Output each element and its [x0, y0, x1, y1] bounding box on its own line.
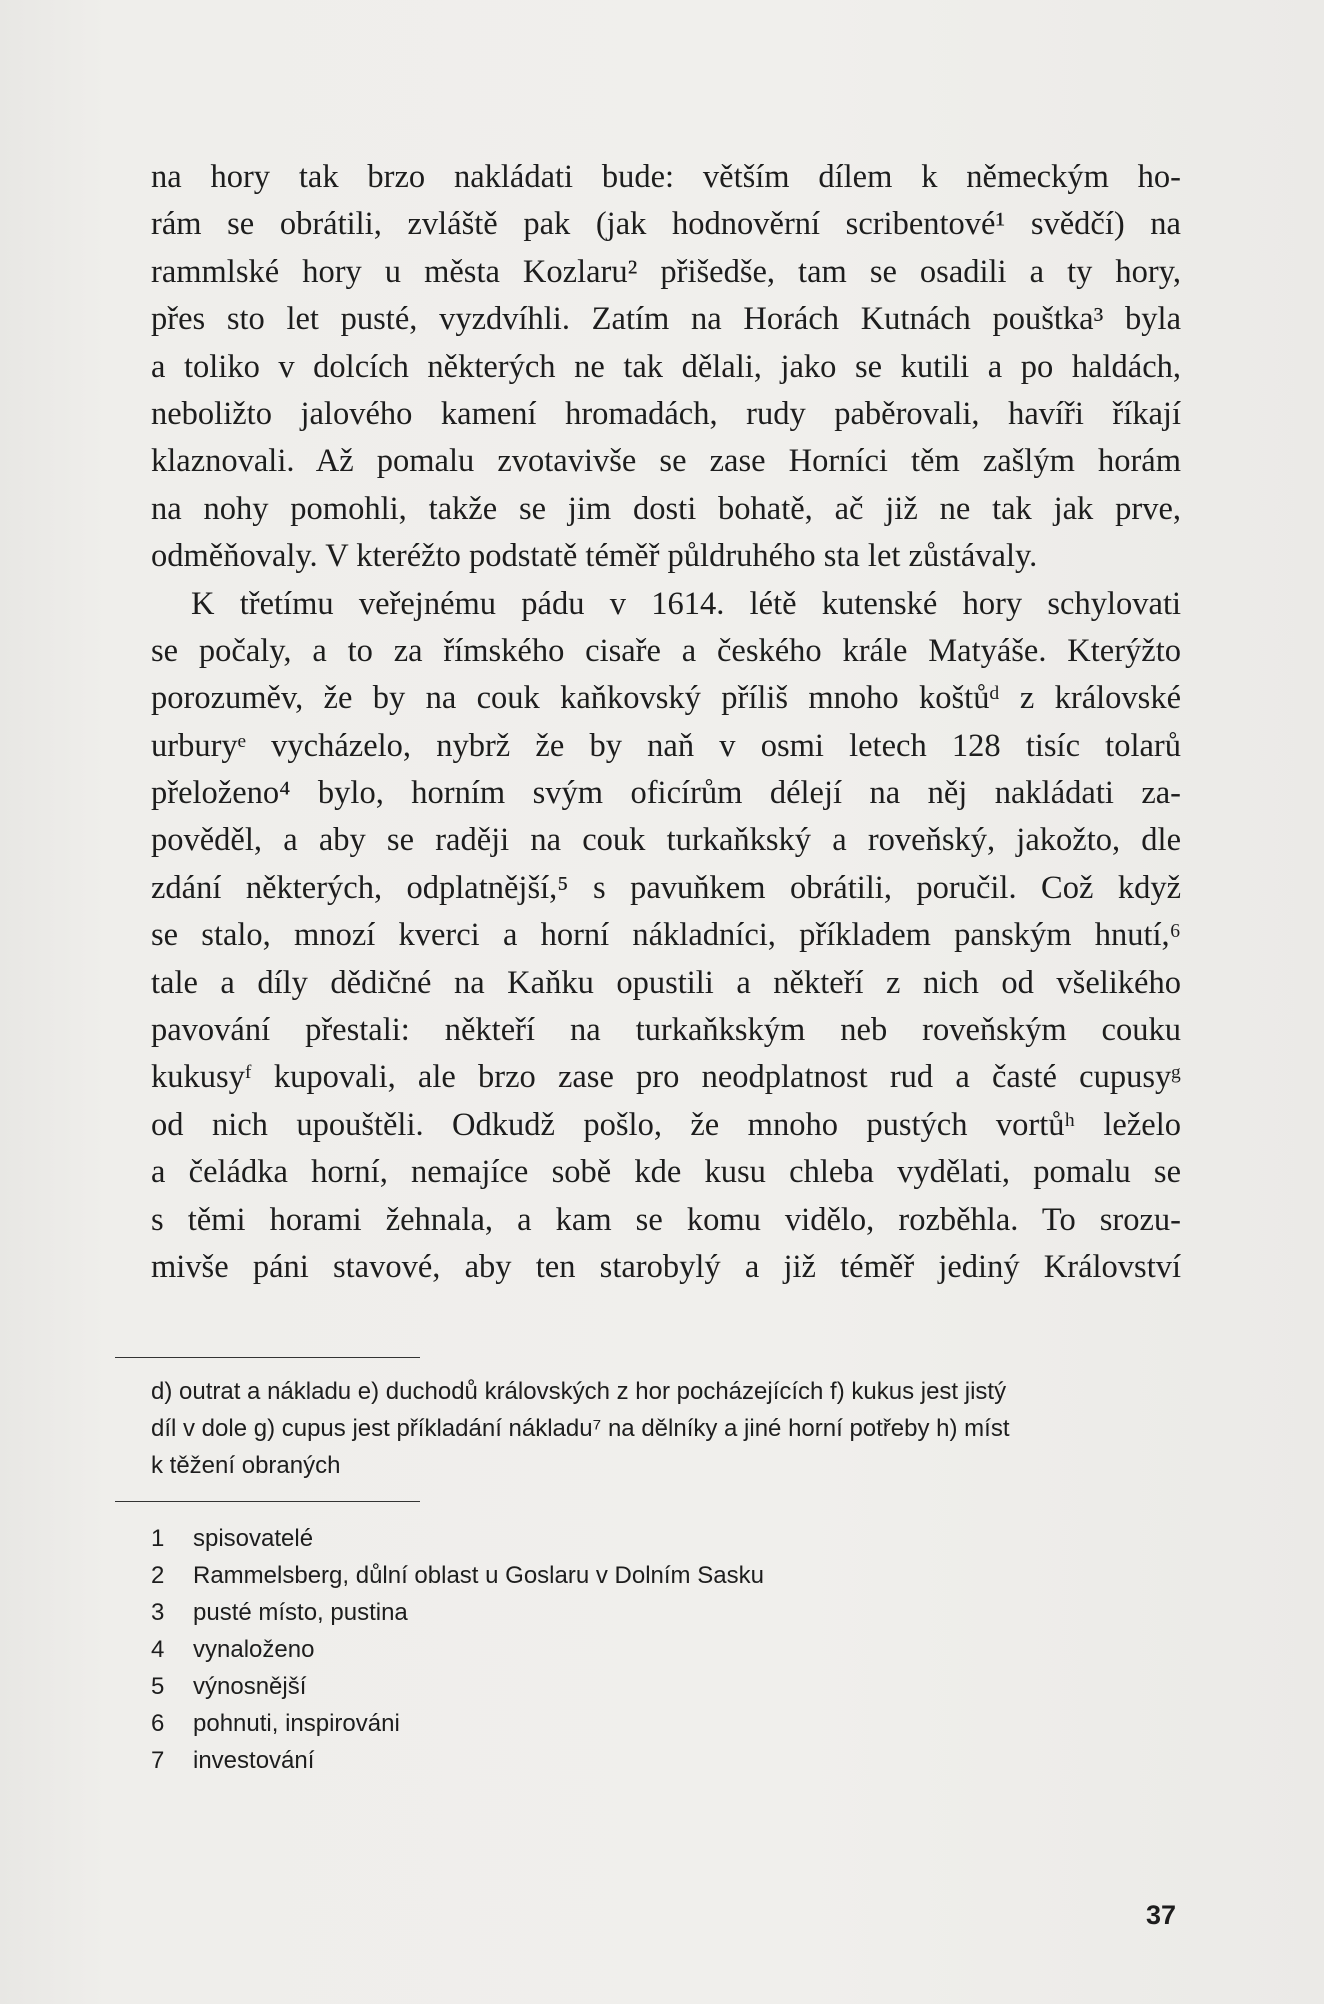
- text-line: a čeládka horní, nemajíce sobě kde kusu chleba vydělati, pomalu se: [151, 1154, 1181, 1191]
- footnote-number: 1: [151, 1525, 165, 1552]
- footnote-text: vynaloženo: [193, 1636, 315, 1663]
- text-line: s těmi horami žehnala, a kam se komu vidělo, rozběhla. To srozu-: [151, 1201, 1181, 1238]
- footnote-text: investování: [193, 1747, 315, 1774]
- text-line: se stalo, mnozí kverci a horní nákladníci, příkladem panským hnutí,⁶: [151, 917, 1181, 954]
- footnote-text: pohnuti, inspirováni: [193, 1710, 400, 1737]
- footnote-text: výnosnější: [193, 1673, 307, 1700]
- footnote-list: [151, 1520, 764, 1779]
- text-line: porozuměv, že by na couk kaňkovský příliš mnoho koštůᵈ z královské: [151, 680, 1181, 717]
- glossary-notes: [151, 1373, 1151, 1484]
- footnote-number: 7: [151, 1747, 165, 1774]
- footnote-text: Rammelsberg, důlní oblast u Goslaru v Dolním Sasku: [193, 1562, 764, 1589]
- text-line: přeloženo⁴ bylo, horním svým oficírům délejí na něj nakládati za-: [151, 775, 1181, 812]
- text-line: zdání některých, odplatnější,⁵ s pavuňkem obrátili, poručil. Což když: [151, 869, 1181, 906]
- main-text-block: [151, 154, 1181, 1291]
- text-line: pavování přestali: někteří na turkaňkským neb roveňským couku: [151, 1012, 1181, 1049]
- text-line: mivše páni stavové, aby ten starobylý a již téměř jediný Království: [151, 1248, 1181, 1285]
- footnote-item: [151, 1520, 764, 1557]
- text-line: na hory tak brzo nakládati bude: větším dílem k německým ho-: [151, 159, 1181, 195]
- footnote-item: [151, 1557, 764, 1594]
- footnote-divider: [115, 1501, 420, 1502]
- text-line: a toliko v dolcích některých ne tak dělali, jako se kutili a po haldách,: [151, 348, 1181, 385]
- text-line: K třetímu veřejnému pádu v 1614. létě kutenské hory schylovati: [191, 585, 1181, 622]
- footnote-item: [151, 1594, 764, 1631]
- footnote-number: 3: [151, 1599, 165, 1626]
- text-line: se počaly, a to za římského cisaře a českého krále Matyáše. Kterýžto: [151, 632, 1181, 669]
- text-line: klaznovali. Až pomalu zvotavivše se zase Horníci těm zašlým horám: [151, 443, 1181, 480]
- footnote-item: [151, 1668, 764, 1705]
- footnote-item: [151, 1631, 764, 1668]
- text-line: neboližto jalového kamení hromadách, rudy paběrovali, havíři říkají: [151, 395, 1181, 432]
- footnote-item: [151, 1705, 764, 1742]
- page-number: 37: [1145, 1900, 1176, 1930]
- text-line: tale a díly dědičné na Kaňku opustili a někteří z nich od všelikého: [151, 964, 1181, 1001]
- text-line: urburyᵉ vycházelo, nybrž že by naň v osmi letech 128 tisíc tolarů: [151, 727, 1181, 764]
- footnote-item: [151, 1742, 764, 1779]
- footnote-divider: [115, 1357, 420, 1358]
- glossary-line: d) outrat a nákladu e) duchodů královských z hor pocházejících f) kukus jest jistý: [151, 1378, 1007, 1405]
- glossary-line: díl v dole g) cupus jest příkladání nákladu⁷ na dělníky a jiné horní potřeby h) míst: [151, 1415, 1010, 1442]
- footnote-number: 2: [151, 1562, 165, 1589]
- footnote-number: 5: [151, 1673, 165, 1700]
- text-line: rammlské hory u města Kozlaru² přišedše, tam se osadili a ty hory,: [151, 253, 1181, 290]
- footnote-text: pusté místo, pustina: [193, 1599, 408, 1626]
- text-line: rám se obrátili, zvláště pak (jak hodnověrní scribentové¹ svědčí) na: [151, 206, 1181, 243]
- glossary-line: k těžení obraných: [151, 1452, 341, 1479]
- footnote-number: 4: [151, 1636, 165, 1663]
- text-line: přes sto let pusté, vyzdvíhli. Zatím na Horách Kutnách pouštka³ byla: [151, 301, 1181, 338]
- text-line: pověděl, a aby se raději na couk turkaňkský a roveňský, jakožto, dle: [151, 822, 1181, 859]
- footnote-number: 6: [151, 1710, 165, 1737]
- text-line: kukusyᶠ kupovali, ale brzo zase pro neodplatnost rud a časté cupusyᵍ: [151, 1059, 1181, 1096]
- text-line: odměňovaly. V kteréžto podstatě téměř půldruhého sta let zůstávaly.: [151, 538, 1038, 575]
- text-line: na nohy pomohli, takže se jim dosti bohatě, ač již ne tak jak prve,: [151, 490, 1181, 527]
- text-line: od nich upouštěli. Odkudž pošlo, že mnoho pustých vortůʰ leželo: [151, 1106, 1181, 1143]
- footnote-text: spisovatelé: [193, 1525, 314, 1552]
